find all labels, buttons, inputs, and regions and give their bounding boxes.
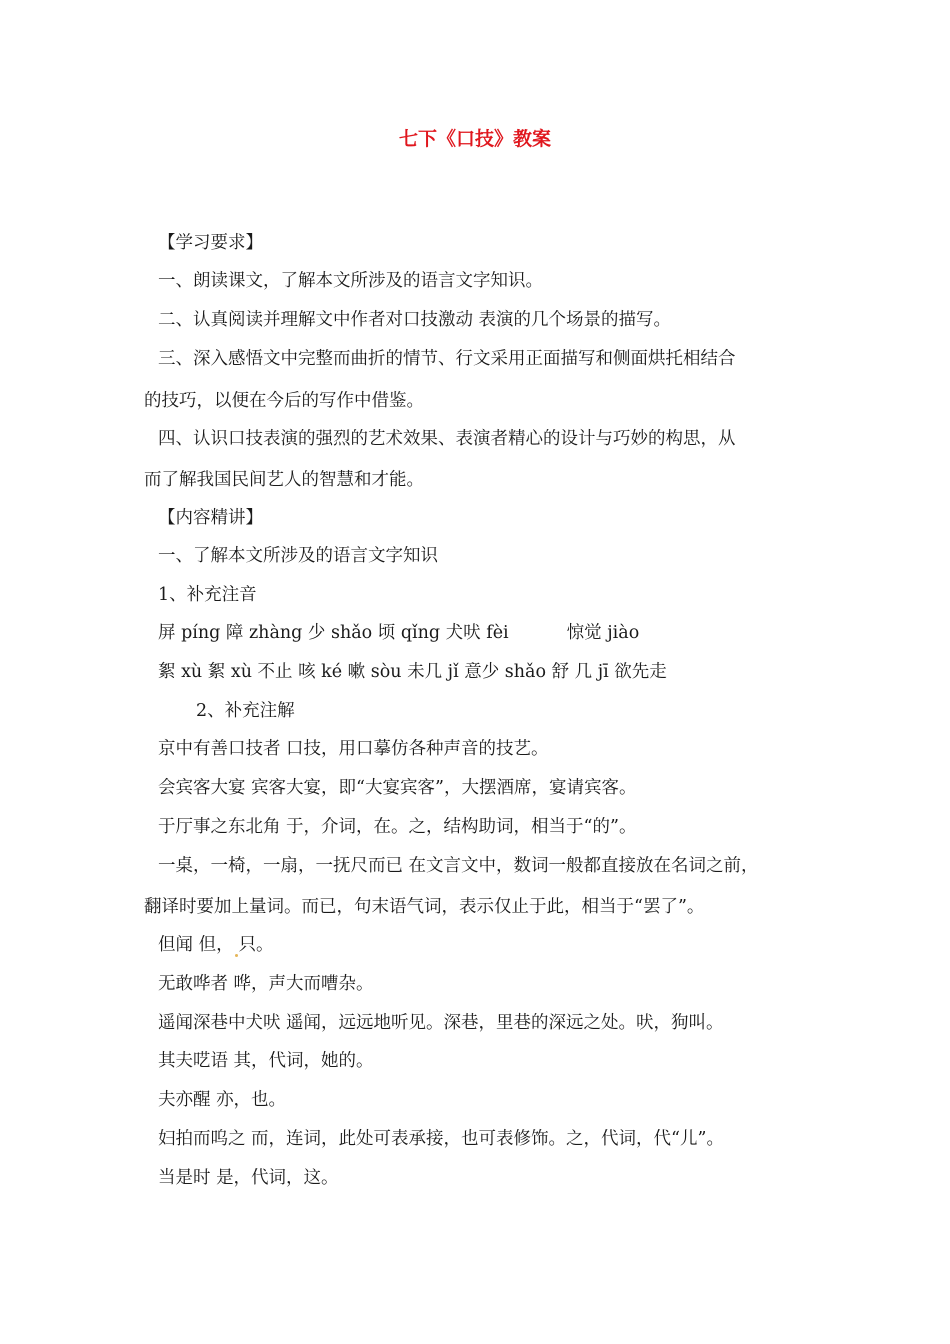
paragraph-continued: 而了解我国民间艺人的智慧和才能。: [144, 470, 424, 490]
paragraph: 一、了解本文所涉及的语言文字知识: [158, 546, 438, 566]
annotation: 当是时 是，代词，这。: [158, 1168, 339, 1188]
paragraph: 四、认识口技表演的强烈的艺术效果、表演者精心的设计与巧妙的构思，从: [158, 429, 736, 449]
pronunciation-line: 絮 xù 絮 xù 不止 咳 ké 嗽 sòu 未几 jǐ 意少 shǎo 舒 几 jī 欲先走: [158, 662, 667, 682]
paragraph: 二、认真阅读并理解文中作者对口技激动 表演的几个场景的描写。: [158, 310, 672, 330]
subheading-pronunciation: 1、补充注音: [158, 585, 257, 605]
section-heading-content: 【内容精讲】: [158, 508, 263, 528]
paragraph-continued: 的技巧，以便在今后的写作中借鉴。: [144, 391, 424, 411]
annotation-text: 只。: [238, 935, 274, 955]
annotation: 会宾客大宴 宾客大宴，即“大宴宾客”，大摆酒席，宴请宾客。: [158, 778, 637, 798]
annotation: [158, 933, 274, 957]
annotation: 无敢哗者 哗，声大而嘈杂。: [158, 974, 374, 994]
annotation: 于厅事之东北角 于，介词，在。之，结构助词，相当于“的”。: [158, 817, 637, 837]
annotation-text: 但闻 但，: [158, 935, 234, 955]
annotation-continued: 翻译时要加上量词。而已，句末语气词，表示仅止于此，相当于“罢了”。: [144, 897, 705, 917]
annotation: 一桌，一椅，一扇，一抚尺而已 在文言文中，数词一般都直接放在名词之前，: [158, 856, 759, 876]
document-title: 七下《口技》教案: [398, 128, 551, 150]
section-heading-requirements: 【学习要求】: [158, 233, 263, 253]
annotation: 遥闻深巷中犬吠 遥闻，远远地听见。深巷，里巷的深远之处。吠，狗叫。: [158, 1013, 724, 1033]
mark-dot: [235, 954, 238, 957]
annotation: 夫亦醒 亦，也。: [158, 1090, 287, 1110]
annotation: 妇拍而呜之 而，连词，此处可表承接，也可表修饰。之，代词，代“儿”。: [158, 1129, 724, 1149]
annotation: 京中有善口技者 口技，用口摹仿各种声音的技艺。: [158, 739, 549, 759]
pronunciation-line: [158, 621, 639, 645]
annotation: 其夫呓语 其，代词，她的。: [158, 1051, 374, 1071]
pronunciation-text: 惊觉 jiào: [566, 623, 640, 643]
pronunciation-text: 屏 píng 障 zhàng 少 shǎo 顷 qǐng 犬吠 fèi: [158, 623, 509, 643]
subheading-annotations: 2、补充注解: [196, 701, 295, 721]
paragraph: 一、朗读课文，了解本文所涉及的语言文字知识。: [158, 271, 543, 291]
paragraph: 三、深入感悟文中完整而曲折的情节、行文采用正面描写和侧面烘托相结合: [158, 349, 736, 369]
